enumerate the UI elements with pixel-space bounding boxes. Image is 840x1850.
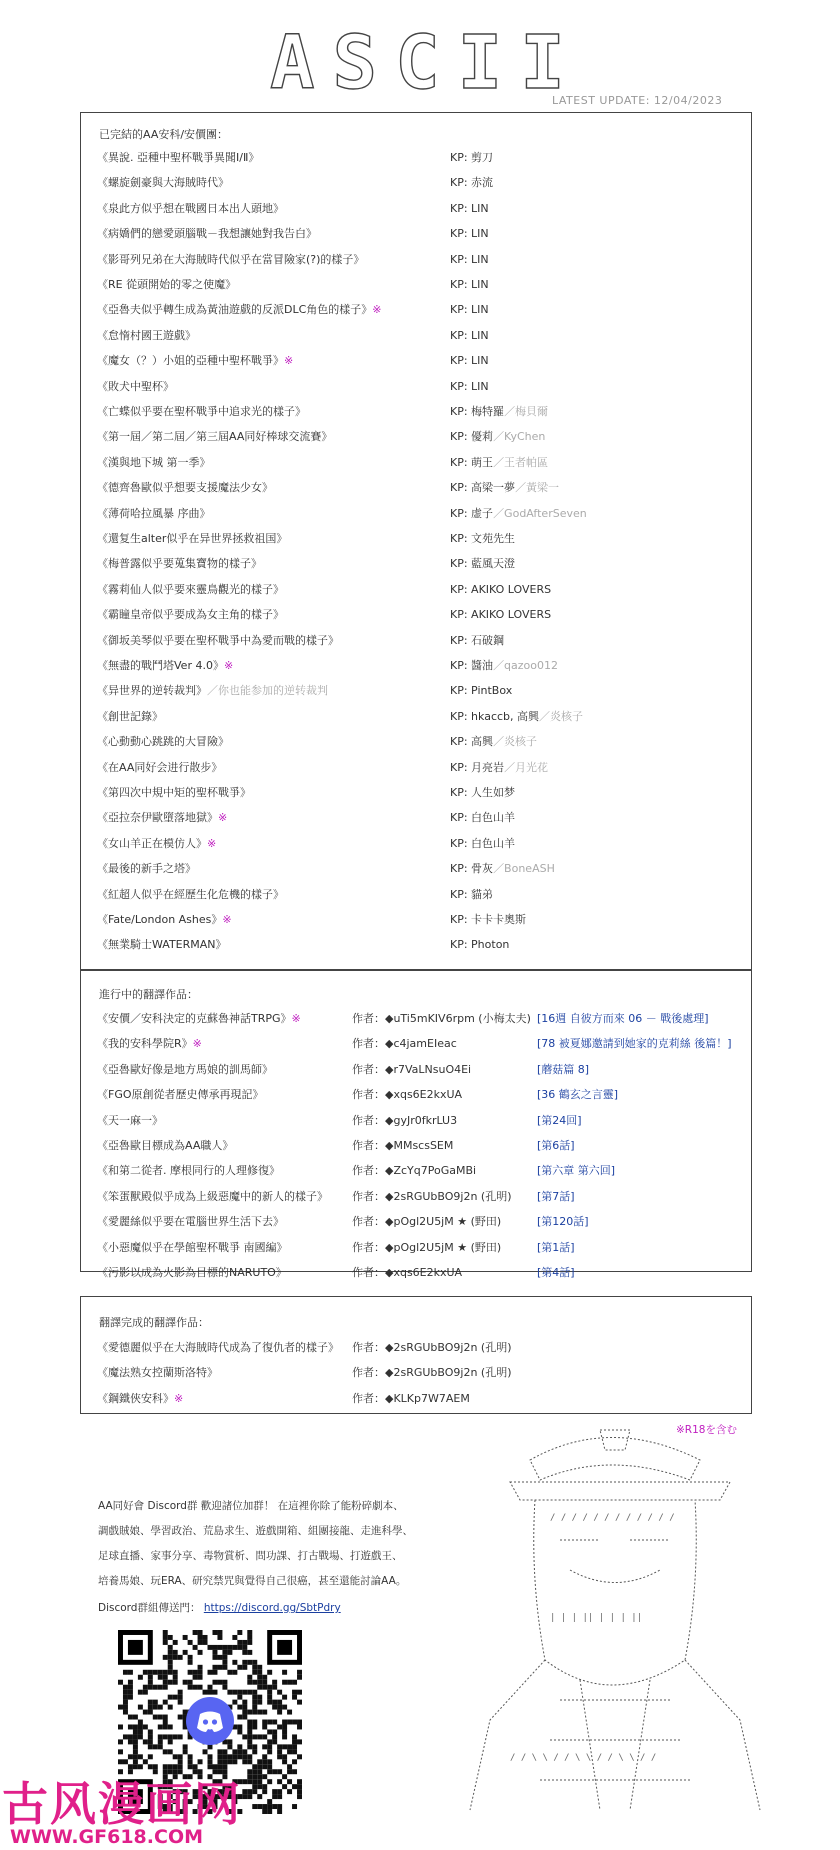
- work-title: 《霸瞳皇帝似乎要成為女主角的樣子》: [97, 608, 284, 622]
- kp-credit: [450, 480, 559, 496]
- kp-credit: [450, 379, 489, 395]
- kp-credit: [450, 633, 504, 649]
- completed-item: [97, 607, 284, 623]
- chapter-link[interactable]: [36 鶴玄之言靈]: [537, 1088, 619, 1102]
- work-title: 《德齊魯歐似乎想要支援魔法少女》: [97, 481, 273, 495]
- completed-title: 已完結的AA安科/安價團：: [99, 128, 229, 141]
- completed-item: [97, 480, 273, 496]
- work-title: 《魔女（？）小姐的亞種中聖杯戰爭》: [97, 354, 284, 368]
- kp-credit: [450, 277, 489, 293]
- work-title: 《無業騎士WATERMAN》: [97, 938, 227, 952]
- ongoing-item: [97, 1036, 202, 1052]
- ongoing-item: [97, 1062, 273, 1078]
- finished-item: [97, 1391, 183, 1407]
- work-title: 《亞魯夫似乎轉生成為黃油遊戲的反派DLC角色的樣子》: [97, 303, 373, 317]
- kp-credit: [450, 353, 489, 369]
- author: 作者：◆ZcYq7PoGaMBi: [352, 1164, 477, 1178]
- kp-credit: [450, 912, 526, 928]
- kp-name: KP: 石破鋼: [450, 633, 505, 647]
- kp-name: KP: LIN: [450, 379, 489, 393]
- svg-text:/ / \ \ / / \ \ / / \ \ / /: / / \ \ / / \ \ / / \ \ / /: [510, 1753, 657, 1763]
- finished-item: [97, 1365, 218, 1381]
- kp-alias: ／qazoo012: [493, 659, 559, 672]
- r18-mark: ※: [223, 659, 234, 672]
- completed-item: [97, 252, 364, 268]
- kp-name: KP: 藍風天澄: [450, 557, 516, 571]
- work-title: 《漢與地下城 第一季》: [97, 455, 211, 469]
- watermark-name: 古风漫画网: [2, 1777, 242, 1831]
- r18-mark: ※: [222, 913, 232, 926]
- kp-name: KP: LIN: [450, 354, 489, 368]
- work-title: 《安價／安科決定的克蘇魯神話TRPG》: [97, 1012, 292, 1025]
- kp-credit: [450, 455, 548, 471]
- kp-credit: [450, 734, 537, 750]
- kp-credit: [450, 429, 545, 445]
- kp-name: KP: LIN: [450, 252, 489, 266]
- kp-name: KP: 剪刀: [450, 151, 494, 164]
- work-title: 《笨蛋獸殿似乎成為上級惡魔中的新人的樣子》: [97, 1189, 328, 1203]
- author: 作者：◆2sRGUbBO9j2n (孔明): [352, 1366, 512, 1380]
- kp-credit: [450, 658, 558, 674]
- work-title: 《我的安科學院R》: [97, 1037, 193, 1051]
- completed-item: [97, 302, 382, 318]
- work-title: 《女山羊正在模仿人》: [97, 836, 207, 850]
- kp-name: KP: Photon: [450, 938, 510, 952]
- author: 作者：◆2sRGUbBO9j2n (孔明): [352, 1189, 512, 1203]
- kp-name: KP: 卡卡卡奧斯: [450, 913, 527, 926]
- kp-name: KP: LIN: [450, 227, 489, 241]
- ongoing-item: [97, 1163, 280, 1179]
- ongoing-title: 進行中的翻譯作品：: [99, 988, 198, 1001]
- work-title: 《亞拉奈伊歐墮落地獄》: [97, 811, 218, 825]
- kp-name: KP: LIN: [450, 328, 489, 342]
- work-title: 《亡蝶似乎要在聖杯戰爭中追求光的樣子》: [97, 405, 306, 418]
- chapter-link[interactable]: [78 被夏娜邀請到她家的克莉絲 後篇！]: [537, 1037, 732, 1051]
- work-title: 《御坂美琴似乎要在聖杯戰爭中為愛而戰的樣子》: [97, 633, 339, 647]
- kp-alias: ／炎核子: [493, 735, 538, 749]
- r18-mark: ※: [192, 1037, 202, 1051]
- work-title: 《亞魯歐目標成為AA職人》: [97, 1139, 234, 1152]
- kp-credit: [450, 709, 583, 725]
- kp-credit: [450, 506, 587, 522]
- watermark-url: WWW.GF618.COM: [10, 1826, 203, 1848]
- kp-alias: ／BoneASH: [493, 862, 555, 876]
- completed-item: [97, 937, 227, 953]
- kp-name: KP: LIN: [450, 278, 489, 291]
- chapter-link[interactable]: [第六章 第六回]: [537, 1164, 616, 1178]
- invite-line: 足球直播、家事分享、毒物賞析、問功課、打古戰場、打遊戲王、: [98, 1550, 403, 1562]
- completed-item: [97, 836, 216, 852]
- chapter-link[interactable]: [第7話]: [537, 1189, 575, 1203]
- kp-name: KP: LIN: [450, 201, 489, 215]
- kp-alias: ／GodAfterSeven: [493, 506, 587, 520]
- kp-credit: [450, 836, 515, 852]
- kp-credit: [450, 226, 489, 242]
- kp-credit: [450, 404, 548, 420]
- completed-item: [97, 556, 262, 572]
- kp-name: KP: 優莉: [450, 430, 494, 444]
- completed-item: [97, 658, 233, 674]
- kp-name: KP: 白色山羊: [450, 811, 516, 825]
- kp-credit: [450, 760, 548, 776]
- kp-name: KP: 月亮岩: [450, 760, 505, 774]
- kp-credit: [450, 607, 551, 623]
- invite-line: 調戲賊娘、學習政治、荒島求生、遊戲開箱、組團接龍、走進科學、: [98, 1525, 413, 1537]
- completed-item: [97, 328, 196, 344]
- author: 作者：◆pOgl2U5jM ★ (野田): [352, 1215, 502, 1229]
- work-title: 《影哥列兄弟在大海賊時代似乎在當冒險家(?)的樣子》: [97, 252, 365, 266]
- ongoing-item: [97, 1138, 233, 1154]
- completed-item: [97, 150, 259, 166]
- author: 作者：◆r7VaLNsuO4Ei: [352, 1062, 472, 1076]
- completed-item: [97, 531, 287, 547]
- kp-name: KP: LIN: [450, 303, 489, 317]
- work-title: 《异世界的逆转裁判》: [97, 684, 207, 698]
- ascii-logo: ASCII: [270, 20, 583, 106]
- ongoing-item: [97, 1214, 284, 1230]
- completed-item: [97, 455, 211, 471]
- completed-item: [97, 404, 306, 420]
- kp-alias: ／黃梁一: [515, 481, 560, 495]
- work-title: 《和第二從者. 摩根同行的人理修復》: [97, 1164, 280, 1178]
- ongoing-item: [97, 1113, 163, 1129]
- ongoing-item: [97, 1240, 288, 1256]
- discord-link-row: [98, 1600, 341, 1615]
- work-title: 《異說. 亞種中聖杯戰爭異聞Ⅰ/Ⅱ》: [97, 151, 260, 164]
- completed-item: [97, 226, 317, 242]
- ascii-art-soldier-icon: [450, 1420, 780, 1820]
- kp-alias: ／月光花: [504, 760, 549, 774]
- kp-name: KP: AKIKO LOVERS: [450, 582, 552, 596]
- work-title: 《愛麗絲似乎要在電腦世界生活下去》: [97, 1215, 284, 1229]
- r18-note: ※R18を含む: [676, 1424, 737, 1436]
- work-title: 《創世記錄》: [97, 709, 163, 723]
- kp-credit: [450, 252, 489, 268]
- completed-item: [97, 277, 236, 293]
- kp-name: KP: 虚子: [450, 506, 494, 520]
- work-title: 《第四次中規中矩的聖杯戰爭》: [97, 786, 251, 799]
- ongoing-item: [97, 1011, 301, 1027]
- discord-logo-icon: [186, 1697, 234, 1745]
- work-title: 《RE 從頭開始的零之使魔》: [97, 278, 237, 291]
- completed-item: [97, 810, 227, 826]
- finished-title: 翻譯完成的翻譯作品：: [99, 1316, 209, 1329]
- author: 作者：◆KLKp7W7AEM: [352, 1391, 470, 1405]
- kp-credit: [450, 582, 551, 598]
- latest-update: LATEST UPDATE: 12/04/2023: [552, 94, 723, 107]
- work-title: 《愛德麗似乎在大海賊時代成為了復仇者的樣子》: [97, 1341, 339, 1354]
- completed-item: [97, 861, 196, 877]
- kp-name: KP: 梅特羅: [450, 405, 505, 418]
- kp-credit: [450, 328, 489, 344]
- kp-name: KP: 貓弟: [450, 887, 494, 901]
- kp-credit: [450, 556, 515, 572]
- chapter-link[interactable]: [第120話]: [537, 1215, 589, 1229]
- kp-name: KP: PintBox: [450, 684, 513, 698]
- chapter-link[interactable]: [蘑菇篇 8]: [537, 1062, 590, 1076]
- author: 作者：◆xqs6E2kxUA: [352, 1266, 463, 1279]
- completed-item: [97, 887, 284, 903]
- author: 作者：◆xqs6E2kxUA: [352, 1088, 463, 1102]
- completed-item: [97, 582, 284, 598]
- kp-credit: [450, 302, 489, 318]
- work-title: 《霧莉仙人似乎要來靈鳥觀光的樣子》: [97, 582, 284, 596]
- completed-item: [97, 785, 251, 801]
- kp-name: KP: 赤流: [450, 176, 494, 190]
- work-title: 《螺旋劍豪與大海賊時代》: [97, 176, 229, 190]
- invite-line: AA同好會 Discord群 歡迎諸位加群！ 在這裡你除了能粉碎劇本、: [98, 1500, 404, 1512]
- work-title: 《FGO原創從者歷史傳承再現記》: [97, 1088, 264, 1102]
- work-title: 《最後的新手之塔》: [97, 862, 196, 876]
- work-title: 《泉此方似乎想在戰國日本出人頭地》: [97, 201, 284, 215]
- kp-name: KP: 人生如梦: [450, 786, 516, 799]
- author: 作者：◆2sRGUbBO9j2n (孔明): [352, 1341, 512, 1354]
- work-title: 《薄荷哈拉風暴 序曲》: [97, 506, 211, 520]
- ongoing-item: [97, 1265, 287, 1281]
- author: 作者：◆c4jamEIeac: [352, 1037, 457, 1051]
- completed-item: [97, 201, 284, 217]
- work-title: 《魔法熟女控蘭斯洛特》: [97, 1366, 218, 1380]
- work-title: 《還复生alter似乎在异世界拯救祖国》: [97, 532, 288, 545]
- kp-name: KP: 骨灰: [450, 862, 494, 876]
- kp-name: KP: 高興: [450, 735, 494, 749]
- work-title: 《在AA同好会进行散步》: [97, 760, 223, 774]
- author: 作者：◆uTi5mKIV6rpm (小梅太夫): [352, 1012, 531, 1025]
- svg-text:/ / / / / / / / / / / /: / / / / / / / / / / / /: [550, 1513, 675, 1523]
- kp-alias: ／KyChen: [493, 430, 546, 444]
- completed-item: [97, 379, 174, 395]
- completed-item: [97, 353, 293, 369]
- work-title: 《病嬌們的戀愛頭腦戰－我想讓她對我告白》: [97, 227, 317, 241]
- chapter-link[interactable]: [第1話]: [537, 1240, 575, 1254]
- r18-mark: ※: [174, 1391, 184, 1405]
- work-title: 《天一麻一》: [97, 1113, 163, 1127]
- kp-name: KP: 萌王: [450, 455, 494, 469]
- work-title: 《無盡的戰鬥塔Ver 4.0》: [97, 659, 224, 672]
- completed-item: [97, 760, 222, 776]
- work-title: 《鋼鐵俠安科》: [97, 1391, 174, 1405]
- author: 作者：◆MMscsSEM: [352, 1139, 454, 1152]
- work-title: 《第一屆／第二屆／第三屆AA同好棒球交流賽》: [97, 430, 333, 444]
- work-title: 《敗犬中聖杯》: [97, 379, 174, 393]
- chapter-link[interactable]: [16週 自彼方而來 06 － 戰後處理]: [537, 1012, 709, 1025]
- discord-link[interactable]: https://discord.gg/SbtPdry: [203, 1602, 341, 1614]
- work-title: 《Fate/London Ashes》: [97, 913, 223, 926]
- invite-line: 培養馬娘、玩ERA、研究禁咒與覺得自己很癌，甚至還能討論AA。: [98, 1575, 407, 1587]
- chapter-link[interactable]: [第24回]: [537, 1113, 582, 1127]
- kp-name: KP: AKIKO LOVERS: [450, 608, 552, 622]
- kp-name: KP: 白色山羊: [450, 836, 516, 850]
- work-title: 《紅超人似乎在經歷生化危機的樣子》: [97, 887, 284, 901]
- completed-item: [97, 633, 339, 649]
- completed-item: [97, 429, 332, 445]
- kp-credit: [450, 810, 515, 826]
- chapter-link[interactable]: [第6話]: [537, 1139, 575, 1152]
- work-title: 《心動動心跳跳的大冒險》: [97, 735, 229, 749]
- kp-credit: [450, 531, 515, 547]
- kp-name: KP: 文苑先生: [450, 532, 516, 545]
- kp-credit: [450, 785, 515, 801]
- work-title: 《梅普露似乎要蒐集寶物的樣子》: [97, 557, 262, 571]
- kp-alias: ／炎核子: [539, 709, 584, 723]
- author: 作者：◆gyJr0fkrLU3: [352, 1113, 458, 1127]
- kp-credit: [450, 887, 493, 903]
- ongoing-item: [97, 1189, 328, 1205]
- r18-mark: ※: [284, 354, 294, 368]
- r18-mark: ※: [291, 1012, 301, 1025]
- work-title: 《怠惰村國王遊戲》: [97, 328, 196, 342]
- ongoing-item: [97, 1087, 264, 1103]
- discord-link-label: Discord群組傳送門：: [98, 1602, 201, 1614]
- r18-mark: ※: [372, 303, 382, 317]
- kp-credit: [450, 201, 489, 217]
- kp-credit: [450, 937, 509, 953]
- finished-item: [97, 1340, 339, 1356]
- kp-name: KP: hkaccb, 高興: [450, 709, 540, 723]
- kp-credit: [450, 861, 555, 877]
- kp-alias: ／梅貝爾: [504, 405, 549, 418]
- completed-item: [97, 709, 163, 725]
- discord-invite-text: [98, 1494, 438, 1594]
- work-title: 《亞魯歐好像是地方馬娘的訓馬師》: [97, 1062, 273, 1076]
- work-title: 《小惡魔似乎在學館聖杯戰爭 南國編》: [97, 1240, 288, 1254]
- work-title: 《污影以成為火影為目標的NARUTO》: [97, 1266, 287, 1279]
- kp-name: KP: 高梁一夢: [450, 481, 516, 495]
- author: 作者：◆pOgl2U5jM ★ (野田): [352, 1240, 502, 1254]
- kp-credit: [450, 175, 493, 191]
- work-subtitle: ／你也能参加的逆转裁判: [207, 684, 328, 698]
- r18-mark: ※: [218, 811, 228, 825]
- kp-name: KP: 醬油: [450, 659, 494, 672]
- completed-item: [97, 734, 229, 750]
- r18-mark: ※: [207, 836, 217, 850]
- chapter-link[interactable]: [第4話]: [537, 1266, 575, 1279]
- kp-credit: [450, 683, 512, 699]
- completed-item: [97, 683, 328, 699]
- kp-alias: ／王者帕區: [493, 455, 549, 469]
- completed-item: [97, 175, 229, 191]
- kp-credit: [450, 150, 493, 166]
- completed-item: [97, 506, 211, 522]
- svg-text:| | | || | | | ||: | | | || | | | ||: [550, 1613, 643, 1623]
- completed-item: [97, 912, 232, 928]
